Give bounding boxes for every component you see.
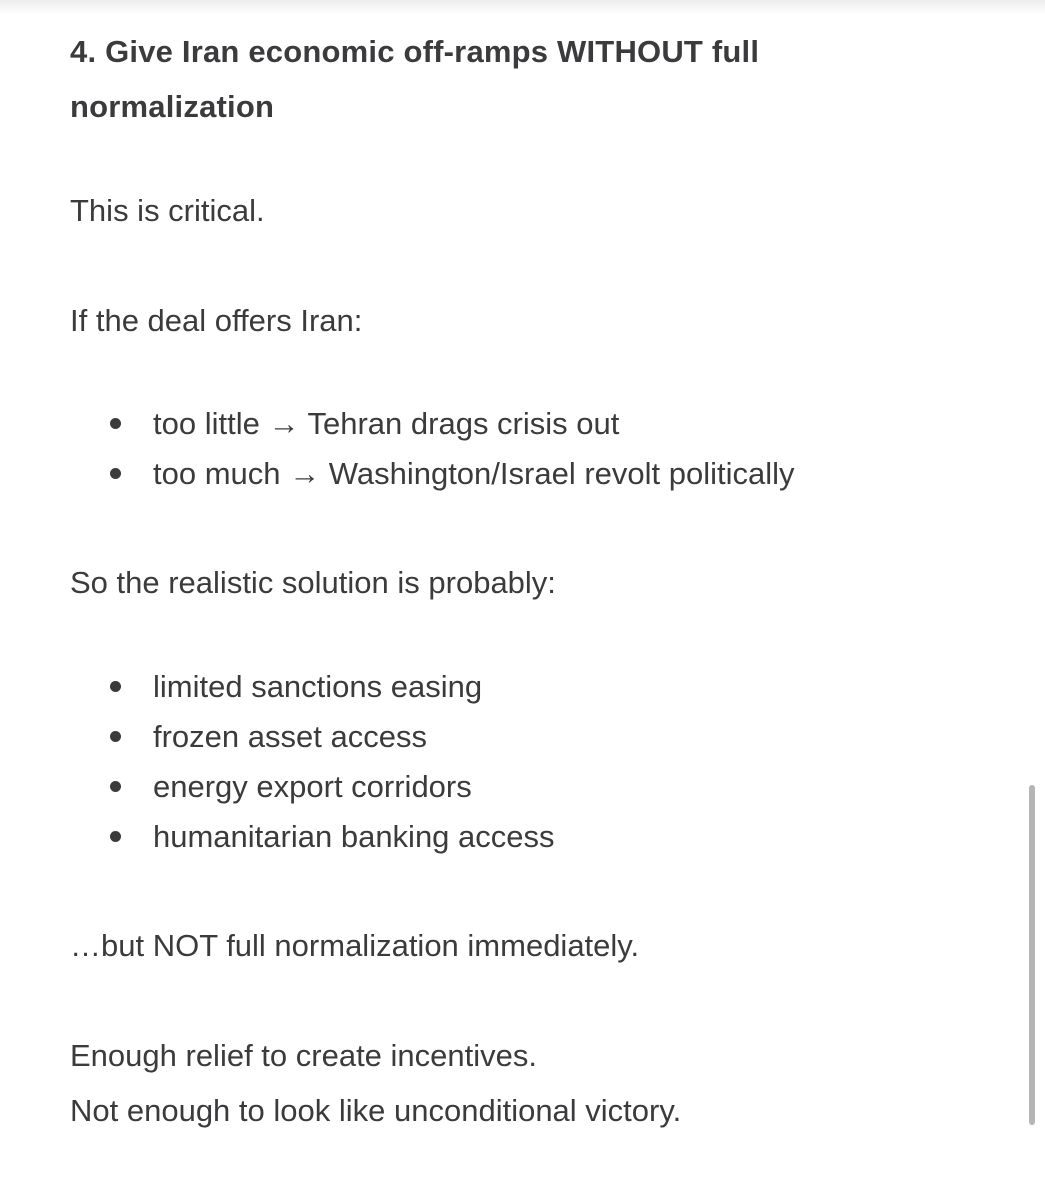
list-item-text: too much → Washington/Israel revolt politically [153, 456, 795, 491]
bullet-icon [110, 681, 121, 692]
section-heading: 4. Give Iran economic off-ramps WITHOUT full normalization [70, 34, 760, 124]
paragraph-critical: This is critical. [70, 193, 265, 228]
paragraph-but-not: …but NOT full normalization immediately. [70, 928, 640, 963]
bullet-icon [110, 831, 121, 842]
paragraph-solution: So the realistic solution is probably: [70, 565, 556, 600]
list-item-text: too little → Tehran drags crisis out [153, 406, 620, 441]
bullet-icon [110, 418, 121, 429]
list-item-text: energy export corridors [153, 769, 472, 804]
list-item-text: humanitarian banking access [153, 819, 555, 854]
list-item-text: limited sanctions easing [153, 669, 483, 704]
paragraph-if-deal: If the deal offers Iran: [70, 303, 363, 338]
top-edge-shadow [0, 0, 1045, 14]
bullet-icon [110, 781, 121, 792]
list-item-text: frozen asset access [153, 719, 427, 754]
bullet-icon [110, 731, 121, 742]
bullet-icon [110, 468, 121, 479]
paragraph-enough: Enough relief to create incentives. [70, 1038, 537, 1073]
paragraph-not-enough: Not enough to look like unconditional victory. [70, 1093, 682, 1128]
vertical-scrollbar[interactable] [1029, 785, 1035, 1125]
